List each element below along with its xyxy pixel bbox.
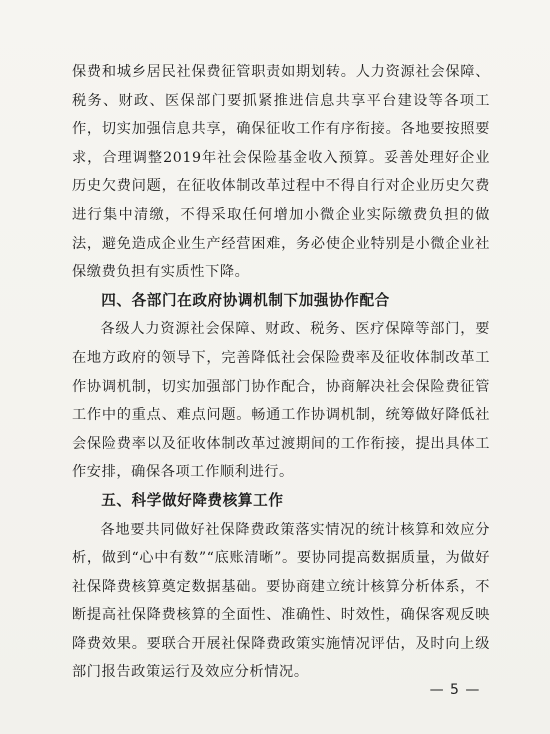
paragraph-continuation: 保费和城乡居民社保费征管职责如期划转。人力资源社会保障、税务、财政、医保部门要抓紧推进信息共享平台建设等各项工作，切实加强信息共享，确保征收工作有序衔接。各地要按照要求，合理调整2019年社会保险基金收入预算。妥善处理好企业历史欠费问题，在征收体制改革过程中不得自行对企业历史欠费进行集中清缴，不得采取任何增加小微企业实际缴费负担的做法，避免造成企业生产经营困难，务必使企业特别是小微企业社保缴费负担有实质性下降。 <box>72 64 490 281</box>
document-body <box>72 58 490 687</box>
paragraph-section-4: 各级人力资源社会保障、财政、税务、医疗保障等部门，要在地方政府的领导下，完善降低社会保险费率及征收体制改革工作协调机制，切实加强部门协作配合，协商解决社会保险费征管工作中的重点、难点问题。畅通工作协调机制，统筹做好降低社会保险费率以及征收体制改革过渡期间的工作衔接，提出具体工作安排，确保各项工作顺利进行。 <box>72 321 490 481</box>
page-number: — 5 — <box>429 682 481 698</box>
paragraph-section-5: 各地要共同做好社保降费政策落实情况的统计核算和效应分析，做到“心中有数”“底账清晰”。要协同提高数据质量，为做好社保降费核算奠定数据基础。要协商建立统计核算分析体系，不断提高社保降费核算的全面性、准确性、时效性，确保客观反映降费效果。要联合开展社保降费政策实施情况评估，及时向上级部门报告政策运行及效应分析情况。 <box>72 521 490 681</box>
section-heading-5: 五、科学做好降费核算工作 <box>101 491 284 509</box>
section-heading-4: 四、各部门在政府协调机制下加强协作配合 <box>101 291 390 309</box>
